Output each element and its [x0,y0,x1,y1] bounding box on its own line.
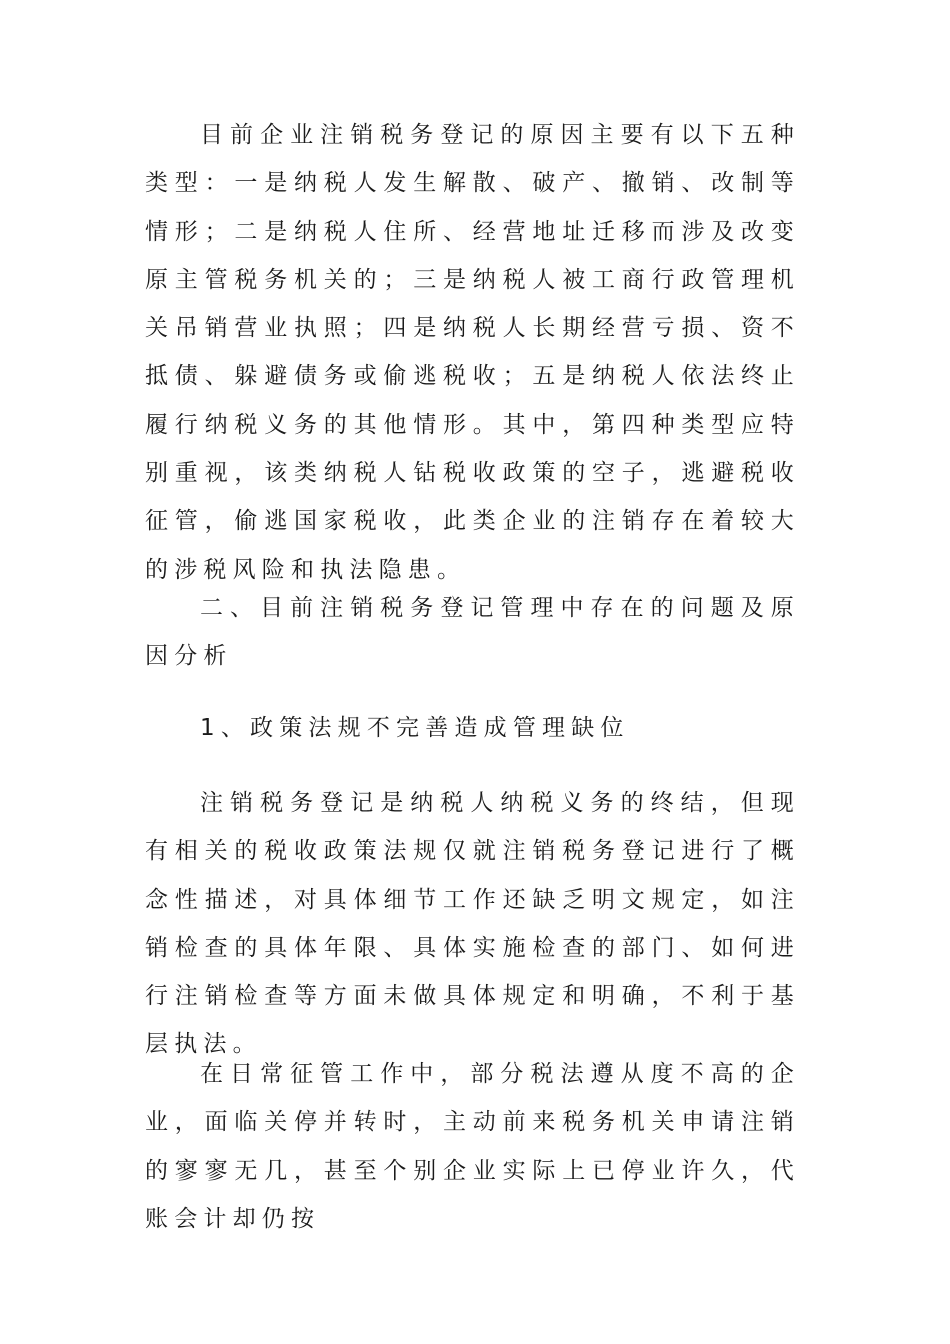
paragraph-policy-gaps: 注销税务登记是纳税人纳税义务的终结，但现有相关的税收政策法规仅就注销税务登记进行了概念性描述，对具体细节工作还缺乏明文规定，如注销检查的具体年限、具体实施检查的部门、如何进行注销检查等方面未做具体规定和明确，不利于基层执法。 [145,790,800,1058]
section-heading-problems: 二、目前注销税务登记管理中存在的问题及原因分析 [145,595,800,670]
subheading-policy-gaps: 1、政策法规不完善造成管理缺位 [200,715,630,741]
paragraph-daily-management: 在日常征管工作中，部分税法遵从度不高的企业，面临关停并转时，主动前来税务机关申请注销的寥寥无几，甚至个别企业实际上已停业许久，代账会计却仍按 [145,1061,800,1232]
paragraph-deregistration-reasons: 目前企业注销税务登记的原因主要有以下五种类型：一是纳税人发生解散、破产、撤销、改制等情形；二是纳税人住所、经营地址迁移而涉及改变原主管税务机关的；三是纳税人被工商行政管理机关吊销营业执照；四是纳税人长期经营亏损、资不抵债、躲避债务或偷逃税收；五是纳税人依法终止履行纳税义务的其他情形。其中，第四种类型应特别重视，该类纳税人钻税收政策的空子，逃避税收征管，偷逃国家税收，此类企业的注销存在着较大的涉税风险和执法隐患。 [145,122,800,583]
